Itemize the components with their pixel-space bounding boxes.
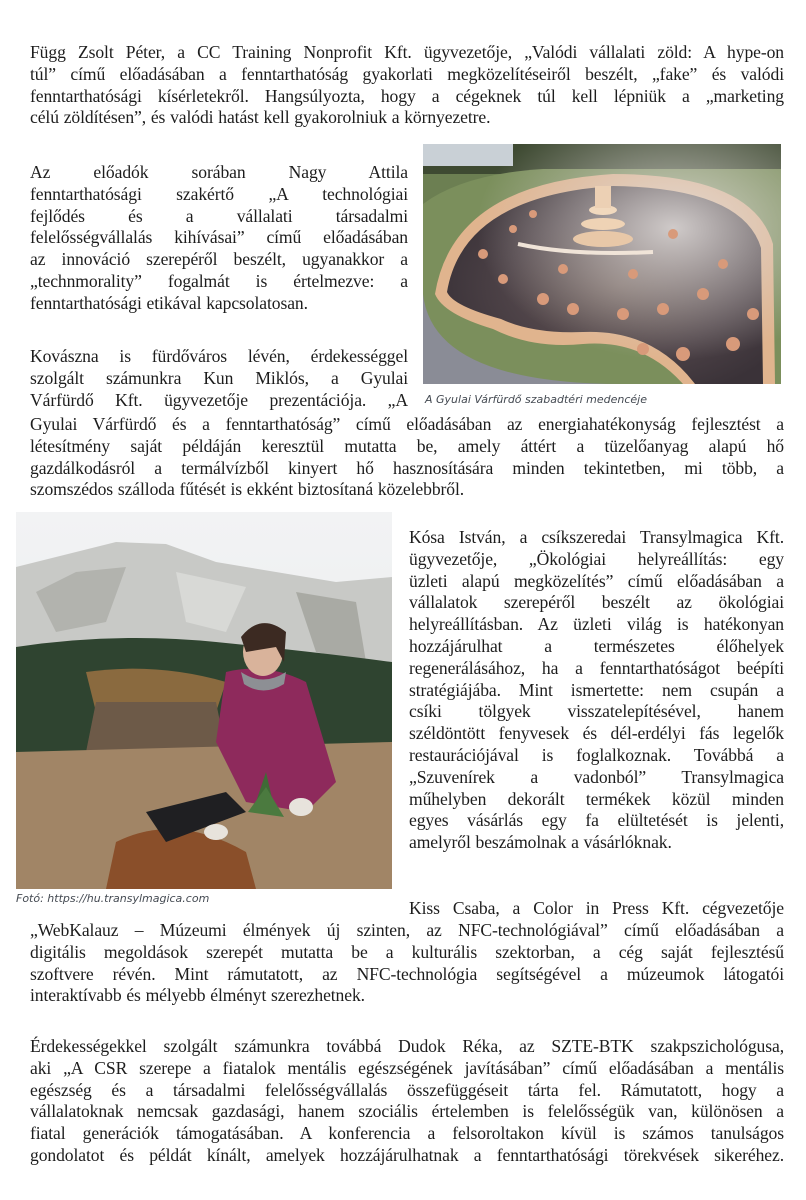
paragraph-dudok-reka — [30, 1036, 784, 1167]
text-line: interaktívabb és mélyebb élményt szerezhetnek. — [30, 985, 365, 1006]
text-line: szoftvere révén. Mint rámutatott, az NFC-technológia segítségével a múzeumok látogatói — [30, 963, 784, 984]
pool-photo-caption: A Gyulai Várfürdő szabadtéri medencéje — [425, 393, 647, 406]
text-line: fiatal generációk támogatásában. A konferencia a felsoroltakon kívül is számos tanulságos — [30, 1123, 784, 1144]
text-line: „WebKalauz – Múzeumi élmények új szinten, az NFC-technológiával” című előadásában a — [30, 920, 784, 940]
text-line: fenntarthatósági kísérletekről. Hangsúlyozta, hogy a cégeknek túl kell lépniük a „marketing — [30, 85, 784, 106]
text-line: aki „A CSR szerepe a fiatalok mentális egészségének javításában” című előadásában a mentális — [30, 1057, 784, 1078]
forest-photo — [16, 512, 392, 889]
text-line: fenntarthatósági etikával kapcsolatosan. — [30, 292, 308, 313]
text-line: csíki tölgyek visszatelepítésével, hanem — [409, 701, 784, 722]
text-line: célú zöldítésen”, és valódi hatást kell gyakorolniuk a környezetre. — [30, 107, 491, 128]
text-line: gazdálkodásról a termálvízből kinyert hő hasznosítására minden tekintetben, mi több, a — [30, 457, 784, 478]
text-line: Függ Zsolt Péter, a CC Training Nonprofit Kft. ügyvezetője, „Valódi vállalati zöld: A hype-on — [30, 42, 784, 62]
text-line: felelősségvállalás kihívásai” című előadásában — [30, 227, 408, 248]
text-line: széldöntött fenyvesek és dél-erdélyi fás legelők — [409, 723, 784, 744]
text-line: Kovászna is fürdőváros lévén, érdekességgel — [30, 346, 408, 366]
paragraph-kiss-csaba — [30, 920, 784, 1007]
text-line: restaurációjával is foglalkoznak. Továbbá a — [409, 744, 784, 765]
text-line: stratégiájába. Mint ismertette: nem csupán a — [409, 679, 784, 700]
text-line: hozzájárulhat a természetes élőhelyek — [409, 635, 784, 656]
text-line: szolgált számunkra Kun Miklós, a Gyulai — [30, 367, 408, 388]
text-line: regenerálásához, ha a fenntarthatóságot beépíti — [409, 657, 784, 678]
text-line: egészség és a társadalmi felelősségvállalás összefüggéseit tárta fel. Rámutatott, hogy a — [30, 1079, 784, 1100]
pool-image — [423, 144, 781, 384]
text-line: fenntarthatósági szakértő „A technológiai — [30, 183, 408, 204]
paragraph-nagy-attila — [30, 162, 408, 315]
text-line: az innováció szerepéről beszélt, ugyanakkor a — [30, 249, 408, 270]
paragraph-kun-miklos-continued — [30, 414, 784, 501]
text-line: fejlődés és a vállalati társadalmi — [30, 205, 408, 226]
forest-image — [16, 512, 392, 889]
text-line: túl” című előadásában a fenntarthatóság gyakorlati megközelítéseiről beszélt, „fake” és valódi — [30, 63, 784, 84]
text-line: amelyről beszámolnak a vásárlóknak. — [409, 832, 672, 853]
text-line: „technmorality” fogalmát is értelmezve: a — [30, 270, 408, 291]
text-line: Kósa István, a csíkszeredai Transylmagica Kft. — [409, 527, 784, 547]
text-line: vállalatoknak nemcsak gazdasági, hanem szociális értelemben is felelősségük van, különösen a — [30, 1101, 784, 1122]
text-line: Az előadók sorában Nagy Attila — [30, 162, 408, 182]
paragraph-kosa-istvan — [409, 527, 784, 854]
text-line: helyreállításban. Az üzleti világ is hatékonyan — [409, 614, 784, 635]
paragraph-fugg-zsolt — [30, 42, 784, 129]
text-line: szomszédos szálloda fűtését is ekként biztosítaná közelebbről. — [30, 479, 465, 500]
text-line: Kiss Csaba, a Color in Press Kft. cégvezetője — [409, 898, 784, 918]
paragraph-kun-miklos — [30, 346, 408, 411]
text-line: Gyulai Várfürdő és a fenntarthatóság” című előadásában az energiahatékonyság fejlesztést a — [30, 414, 784, 434]
pool-photo — [423, 144, 781, 384]
text-line: létesítmény saját példáján keresztül mutatta be, amely áttért a tüzelőanyag alapú hő — [30, 435, 784, 456]
forest-photo-caption: Fotó: https://hu.transylmagica.com — [16, 892, 210, 905]
text-line: gondolatot és példát kínált, amelyek hozzájárulhatnak a fenntarthatósági törekvések sikeréhez. — [30, 1144, 784, 1165]
text-line: vállalatok szerepéről beszélt az ökológiai — [409, 592, 784, 613]
text-line: „Szuvenírek a vadonból” Transylmagica — [409, 766, 784, 787]
text-line: műhelyben dekorált termékek közül minden — [409, 788, 784, 809]
text-line: ügyvezetője, „Ökológiai helyreállítás: egy — [409, 548, 784, 569]
text-line: Érdekességekkel szolgált számunkra továbbá Dudok Réka, az SZTE-BTK szakpszichológusa, — [30, 1036, 784, 1056]
paragraph-kiss-csaba-first-line — [409, 898, 784, 920]
text-line: egyes vásárlás egy fa elültetését is jelenti, — [409, 810, 784, 831]
text-line: üzleti alapú megközelítés” című előadásában a — [409, 570, 784, 591]
text-line: Várfürdő Kft. ügyvezetője prezentációja. „A — [30, 389, 408, 410]
text-line: digitális megoldások szerepét mutatta be a kulturális szektorban, a cég saját fejlesztésű — [30, 941, 784, 962]
